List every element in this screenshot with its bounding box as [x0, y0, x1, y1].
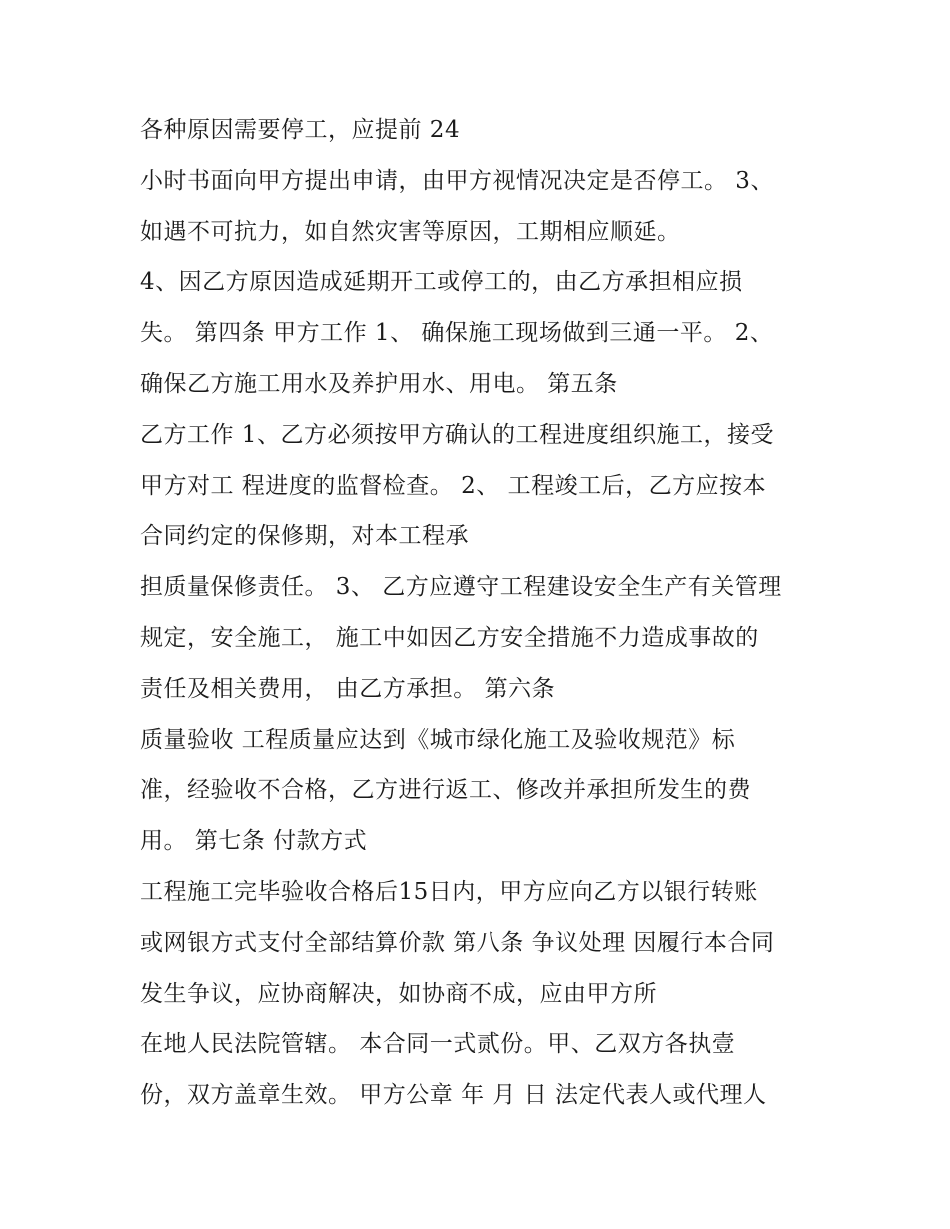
text-line: 在地人民法院管辖。 本合同一式贰份。甲、乙双方各执壹: [140, 1031, 736, 1058]
contract-text: [140, 105, 830, 1121]
text-line: 4、因乙方原因造成延期开工或停工的，由乙方承担相应损: [140, 269, 743, 296]
text-line: 失。 第四条 甲方工作 1、 确保施工现场做到三通一平。 2、: [140, 320, 774, 347]
text-line: 乙方工作 1、乙方必须按甲方确认的工程进度组织施工，接受: [140, 421, 774, 448]
text-line: 甲方对工 程进度的监督检查。 2、 工程竣工后，乙方应按本: [140, 472, 767, 499]
text-line: 规定，安全施工， 施工中如因乙方安全措施不力造成事故的: [140, 624, 759, 651]
text-line: 担质量保修责任。 3、 乙方应遵守工程建设安全生产有关管理: [140, 574, 782, 601]
text-line: 准，经验收不合格，乙方进行返工、修改并承担所发生的费: [140, 777, 751, 804]
text-line: 责任及相关费用， 由乙方承担。 第六条: [140, 675, 556, 702]
text-line: 确保乙方施工用水及养护用水、用电。 第五条: [140, 370, 618, 397]
text-line: 发生争议，应协商解决，如协商不成，应由甲方所: [140, 980, 657, 1007]
text-line: 或网银方式支付全部结算价款 第八条 争议处理 因履行本合同: [140, 929, 775, 956]
text-line: 如遇不可抗力，如自然灾害等原因，工期相应顺延。: [140, 218, 681, 245]
text-line: 小时书面向甲方提出申请，由甲方视情况决定是否停工。 3、: [140, 167, 774, 194]
text-line: 合同约定的保修期，对本工程承: [140, 523, 469, 550]
text-line: 份，双方盖章生效。 甲方公章 年 月 日 法定代表人或代理人: [140, 1082, 767, 1109]
text-line: 工程施工完毕验收合格后15日内，甲方应向乙方以银行转账: [140, 878, 758, 905]
text-line: 各种原因需要停工，应提前 24: [140, 117, 461, 143]
text-line: 用。 第七条 付款方式: [140, 828, 368, 855]
text-line: 质量验收 工程质量应达到《城市绿化施工及验收规范》标: [140, 726, 736, 753]
